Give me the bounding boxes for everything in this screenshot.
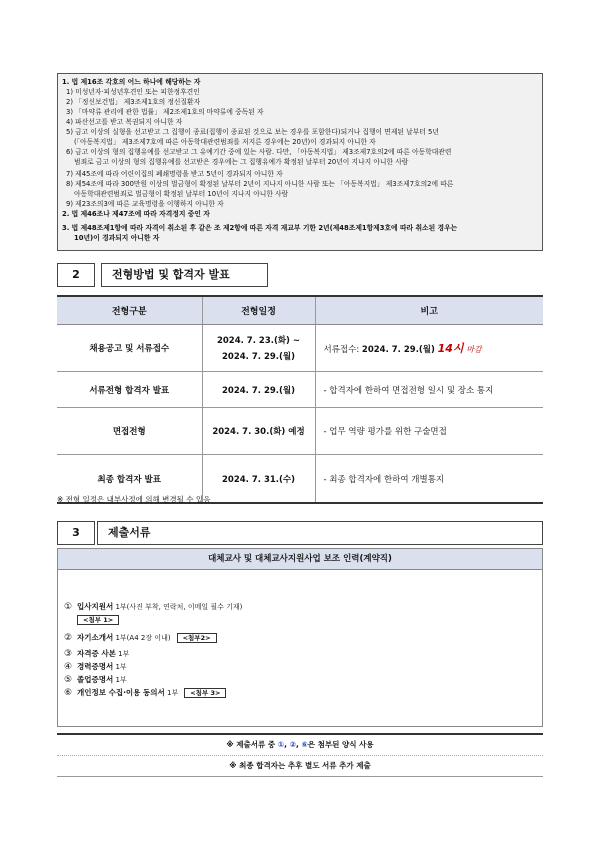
item-number: ⑥ bbox=[64, 688, 73, 698]
note-text: 은 첨부된 양식 사용 bbox=[307, 740, 374, 749]
section-title: 제출서류 bbox=[97, 521, 543, 545]
disqualification-line: 2. 법 제46조나 제47조에 따라 자격정지 중인 자 bbox=[62, 210, 210, 218]
date-cell: 2024. 7. 29.(월) bbox=[202, 372, 315, 408]
disqualification-line: 범죄로 금고 이상의 형의 집행유예를 선고받은 경우에는 그 집행유예가 확정된 날부터 20년이 지나지 아니한 사람 bbox=[74, 158, 409, 166]
document-item bbox=[64, 632, 217, 643]
note-text: ※ 제출서류 중 bbox=[226, 740, 278, 749]
disqualification-line: 8) 제54조에 따라 300만원 이상의 벌금형이 확정된 날부터 2년이 지나지 아니한 사람 또는 「아동복지법」 제3조제7호의2에 따른 bbox=[66, 180, 454, 188]
disqualification-line: (「아동복지법」 제3조제7호에 따른 아동학대관련범죄를 저지른 경우에는 20년)이 경과되지 아니한 자 bbox=[74, 138, 376, 146]
document-item bbox=[64, 674, 127, 685]
date-line: 2024. 7. 23.(화) ~ bbox=[216, 336, 301, 346]
documents-notes bbox=[57, 733, 543, 777]
header-cell: 비고 bbox=[315, 296, 543, 325]
date-cell bbox=[202, 325, 315, 372]
section-title: 전형방법 및 합격자 발표 bbox=[101, 263, 268, 287]
item-number: ① bbox=[64, 602, 73, 612]
disqualification-line: 10년)이 경과되지 아니한 자 bbox=[74, 234, 160, 242]
circle-ref: ⑥ bbox=[301, 740, 308, 749]
item-number: ② bbox=[64, 633, 73, 643]
note-cell: - 합격자에 한하여 면접전형 일시 및 장소 통지 bbox=[315, 372, 543, 408]
disqualification-line: 2) 「정신보건법」 제3조제1호의 정신질환자 bbox=[66, 98, 201, 106]
document-desc: 1부 bbox=[113, 663, 127, 671]
stage-cell: 면접전형 bbox=[57, 408, 202, 455]
document-item bbox=[64, 687, 226, 698]
document-item bbox=[64, 648, 129, 659]
disqualification-line: 1) 미성년자·피성년후견인 또는 피한정후견인 bbox=[66, 88, 200, 96]
documents-box bbox=[57, 570, 543, 727]
table-row bbox=[57, 372, 543, 408]
document-desc: 1부 bbox=[164, 689, 179, 697]
table-header-row bbox=[57, 296, 543, 325]
schedule-table bbox=[57, 295, 543, 504]
disqualification-line: 5) 금고 이상의 실형을 선고받고 그 집행이 종료(집행이 종료된 것으로 보는 경우를 포함한다)되거나 집행이 면제된 날부터 5년 bbox=[66, 128, 439, 136]
document-desc: 1부(A4 2장 이내) bbox=[113, 634, 171, 642]
disqualification-line: 3) 「마약류 관리에 관한 법률」 제2조제1호의 마약류에 중독된 자 bbox=[66, 108, 264, 116]
stage-cell: 최종 합격자 발표 bbox=[57, 455, 202, 504]
form-note bbox=[57, 735, 543, 756]
attachment-label: <첨부 3> bbox=[184, 688, 226, 698]
date-line: 2024. 7. 29.(월) bbox=[222, 352, 295, 362]
note-date: 2024. 7. 29.(월) bbox=[361, 345, 435, 355]
document-name: 자기소개서 bbox=[77, 633, 114, 642]
disqualification-line: 6) 금고 이상의 형의 집행유예를 선고받고 그 유예기간 중에 있는 사람. 다만, 「아동복지법」 제3조제7호의2에 따른 아동학대관련 bbox=[66, 148, 452, 156]
note-sep: , bbox=[295, 740, 302, 749]
documents-title: 대체교사 및 대체교사지원사업 보조 인력(계약직) bbox=[57, 548, 543, 570]
document-desc: 1부 bbox=[115, 650, 130, 658]
section-number: 2 bbox=[57, 263, 95, 287]
disqualification-line: 3. 법 제48조제1항에 따라 자격이 취소된 후 같은 조 제2항에 따른 자격 재교부 기한 2년(제48조제1항제3호에 따라 취소된 경우는 bbox=[62, 224, 458, 232]
document-name: 개인정보 수집·이용 동의서 bbox=[77, 688, 165, 697]
date-cell: 2024. 7. 31.(수) bbox=[202, 455, 315, 504]
item-number: ⑤ bbox=[64, 675, 73, 685]
disqualification-line: 아동학대관련범죄로 벌금형이 확정된 날부터 10년이 지나지 아니한 사람 bbox=[74, 190, 289, 198]
disqualification-box bbox=[57, 73, 543, 251]
item-number: ④ bbox=[64, 662, 73, 672]
header-cell: 전형구분 bbox=[57, 296, 202, 325]
attachment-label: <첨부2> bbox=[177, 633, 217, 643]
document-desc: 1부(사진 부착, 연락처, 이메일 필수 기재) bbox=[113, 603, 243, 611]
header-cell: 전형일정 bbox=[202, 296, 315, 325]
note-cell: - 최종 합격자에 한하여 개별통지 bbox=[315, 455, 543, 504]
disqualification-line: 9) 제23조의3에 따른 교육명령을 이행하지 아니한 자 bbox=[66, 200, 224, 208]
note-cell bbox=[315, 325, 543, 372]
document-name: 졸업증명서 bbox=[77, 675, 114, 684]
attachment-label: <첨부 1> bbox=[77, 615, 119, 625]
document-desc: 1부 bbox=[113, 676, 127, 684]
document-item bbox=[64, 601, 242, 625]
deadline-time: 14시 bbox=[437, 342, 464, 355]
stage-cell: 서류전형 합격자 발표 bbox=[57, 372, 202, 408]
additional-note: ※ 최종 합격자는 추후 별도 서류 추가 제출 bbox=[229, 761, 371, 770]
document-name: 자격증 사본 bbox=[77, 649, 116, 658]
date-cell: 2024. 7. 30.(화) 예정 bbox=[202, 408, 315, 455]
stage-cell: 채용공고 및 서류접수 bbox=[57, 325, 202, 372]
note-cell: - 업무 역량 평가를 위한 구술면접 bbox=[315, 408, 543, 455]
table-row bbox=[57, 325, 543, 372]
section-number: 3 bbox=[57, 521, 95, 545]
schedule-footnote: ※ 전형 일정은 내부사정에 의해 변경될 수 있음 bbox=[57, 495, 211, 504]
disqualification-line: 4) 파산선고를 받고 복권되지 아니한 자 bbox=[66, 118, 183, 126]
disqualification-line: 1. 법 제16조 각호의 어느 하나에 해당하는 자 bbox=[62, 78, 201, 86]
disqualification-line: 7) 제45조에 따라 어린이집의 폐쇄명령을 받고 5년이 경과되지 아니한 자 bbox=[66, 170, 283, 178]
circle-ref: ① bbox=[277, 740, 285, 749]
table-row bbox=[57, 408, 543, 455]
note-prefix: 서류접수: bbox=[323, 345, 362, 355]
deadline-label: 마감 bbox=[466, 345, 482, 354]
document-name: 입사지원서 bbox=[77, 602, 114, 611]
document-item bbox=[64, 661, 127, 672]
circle-ref: ② bbox=[289, 740, 296, 749]
item-number: ③ bbox=[64, 649, 73, 659]
document-name: 경력증명서 bbox=[77, 662, 114, 671]
note-sep: , bbox=[284, 740, 290, 749]
